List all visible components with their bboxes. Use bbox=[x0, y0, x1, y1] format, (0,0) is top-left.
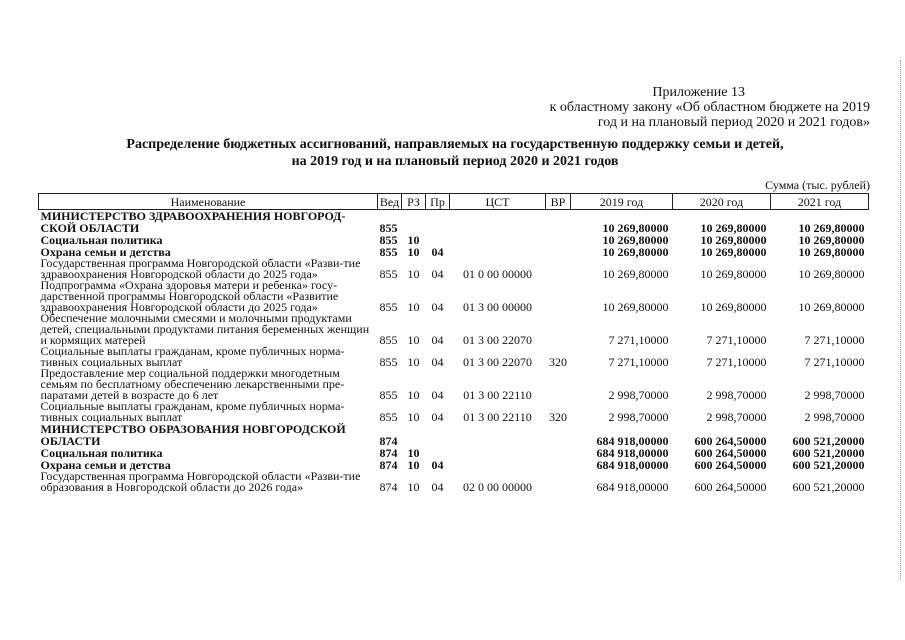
row-ved: 855 bbox=[379, 388, 398, 402]
row-name: Социальная политика bbox=[40, 446, 163, 460]
document-title bbox=[40, 136, 870, 170]
col-header-vr: ВР bbox=[546, 194, 571, 210]
row-2021: 10 269,80000 bbox=[798, 267, 865, 281]
row-rz: 10 bbox=[407, 245, 420, 259]
row-rz bbox=[402, 423, 426, 447]
row-cst bbox=[450, 459, 546, 471]
row-2020: 600 264,50000 bbox=[694, 434, 767, 448]
row-2019: 10 269,80000 bbox=[602, 245, 669, 259]
row-name: Социальная политика bbox=[40, 233, 163, 247]
units-label: Сумма (тыс. рублей) bbox=[765, 178, 870, 192]
row-name: Охрана семьи и детства bbox=[40, 245, 171, 259]
col-header-cst: ЦСТ bbox=[450, 194, 546, 210]
row-2020: 600 264,50000 bbox=[694, 446, 767, 460]
row-2020: 7 271,10000 bbox=[706, 355, 767, 369]
title-line-2: на 2019 год и на плановый период 2020 и 2021 годов bbox=[291, 154, 619, 169]
row-cst bbox=[450, 423, 546, 447]
scan-edge-line bbox=[898, 60, 901, 580]
row-rz: 10 bbox=[407, 446, 420, 460]
row-cst: 01 3 00 22110 bbox=[463, 388, 532, 402]
row-2021: 10 269,80000 bbox=[798, 245, 865, 259]
row-2020: 2 998,70000 bbox=[706, 410, 767, 424]
row-rz: 10 bbox=[407, 388, 420, 402]
row-2019: 2 998,70000 bbox=[608, 410, 669, 424]
row-name: Государственная программа Новгородской области «Разви-тие образования в Новгородской области до 2026 года» bbox=[40, 469, 361, 494]
row-2020: 600 264,50000 bbox=[694, 480, 767, 494]
row-ved: 874 bbox=[379, 480, 398, 494]
row-rz: 10 bbox=[407, 300, 420, 314]
table-row bbox=[39, 346, 869, 368]
table-row bbox=[39, 210, 869, 235]
row-cst bbox=[450, 447, 546, 459]
row-rz: 10 bbox=[407, 480, 420, 494]
row-vr bbox=[546, 258, 571, 280]
appendix-note bbox=[430, 85, 870, 130]
row-2019: 10 269,80000 bbox=[602, 233, 669, 247]
row-ved: 855 bbox=[379, 410, 398, 424]
row-2020: 10 269,80000 bbox=[700, 245, 767, 259]
row-pr bbox=[426, 423, 450, 447]
appendix-number: Приложение 13 bbox=[652, 85, 745, 100]
row-ved: 874 bbox=[379, 446, 398, 460]
row-vr bbox=[546, 234, 571, 246]
row-ved: 855 bbox=[379, 233, 398, 247]
row-name: Предоставление мер социальной поддержки многодетным семьям по бесплатному обеспечению лекарственными пре-паратами детей в возрасте до 6 лет bbox=[40, 366, 345, 402]
row-2019: 7 271,10000 bbox=[608, 355, 669, 369]
row-2020: 10 269,80000 bbox=[700, 267, 767, 281]
row-2020: 7 271,10000 bbox=[706, 333, 767, 347]
row-pr: 04 bbox=[431, 388, 444, 402]
row-pr: 04 bbox=[431, 480, 444, 494]
row-2021: 600 521,20000 bbox=[792, 434, 865, 448]
row-rz: 10 bbox=[407, 267, 420, 281]
row-name: Охрана семьи и детства bbox=[40, 458, 171, 472]
row-name: Социальные выплаты гражданам, кроме публичных норма-тивных социальных выплат bbox=[40, 399, 345, 424]
title-line-1: Распределение бюджетных ассигнований, направляемых на государственную поддержку семьи и детей, bbox=[126, 137, 784, 152]
row-2021: 7 271,10000 bbox=[804, 333, 865, 347]
row-2020: 10 269,80000 bbox=[700, 233, 767, 247]
table-row bbox=[39, 423, 869, 447]
row-ved: 855 bbox=[379, 355, 398, 369]
row-cst: 01 3 00 22110 bbox=[463, 410, 532, 424]
row-2021: 10 269,80000 bbox=[798, 300, 865, 314]
row-vr bbox=[546, 210, 571, 235]
row-name: Социальные выплаты гражданам, кроме публичных норма-тивных социальных выплат bbox=[40, 344, 345, 369]
row-rz: 10 bbox=[407, 458, 420, 472]
row-vr bbox=[546, 280, 571, 313]
row-2020: 10 269,80000 bbox=[700, 300, 767, 314]
col-header-name: Наименование bbox=[39, 194, 378, 210]
row-2020: 10 269,80000 bbox=[700, 221, 767, 235]
col-header-2021: 2021 год bbox=[771, 194, 869, 210]
row-cst: 01 3 00 22070 bbox=[463, 333, 532, 347]
row-2021: 10 269,80000 bbox=[798, 221, 865, 235]
row-ved: 855 bbox=[379, 245, 398, 259]
col-header-rz: РЗ bbox=[402, 194, 426, 210]
table-row bbox=[39, 313, 869, 346]
table-row bbox=[39, 280, 869, 313]
row-2021: 7 271,10000 bbox=[804, 355, 865, 369]
row-2019: 10 269,80000 bbox=[602, 267, 669, 281]
row-2019: 7 271,10000 bbox=[608, 333, 669, 347]
row-rz: 10 bbox=[407, 233, 420, 247]
row-vr bbox=[546, 423, 571, 447]
col-header-2019: 2019 год bbox=[571, 194, 673, 210]
row-rz: 10 bbox=[407, 333, 420, 347]
row-name: МИНИСТЕРСТВО ОБРАЗОВАНИЯ НОВГОРОДСКОЙ ОБЛАСТИ bbox=[40, 422, 346, 448]
row-2021: 2 998,70000 bbox=[804, 388, 865, 402]
row-rz: 10 bbox=[407, 355, 420, 369]
row-rz bbox=[402, 210, 426, 235]
row-cst bbox=[450, 234, 546, 246]
row-cst bbox=[450, 210, 546, 235]
row-vr: 320 bbox=[549, 410, 567, 424]
row-2019: 10 269,80000 bbox=[602, 300, 669, 314]
table-row bbox=[39, 471, 869, 493]
row-pr: 04 bbox=[431, 300, 444, 314]
row-pr: 04 bbox=[431, 333, 444, 347]
table-row bbox=[39, 401, 869, 423]
appendix-law-line2: год и на плановый период 2020 и 2021 годов» bbox=[597, 115, 870, 130]
row-ved: 855 bbox=[379, 333, 398, 347]
row-ved: 874 bbox=[379, 458, 398, 472]
col-header-2020: 2020 год bbox=[673, 194, 771, 210]
row-ved: 855 bbox=[379, 221, 398, 235]
row-ved: 874 bbox=[379, 434, 398, 448]
row-vr bbox=[546, 368, 571, 401]
row-name: МИНИСТЕРСТВО ЗДРАВООХРАНЕНИЯ НОВГОРОД-СКОЙ ОБЛАСТИ bbox=[40, 209, 346, 235]
row-cst: 01 3 00 22070 bbox=[463, 355, 532, 369]
row-2019: 2 998,70000 bbox=[608, 388, 669, 402]
row-pr: 04 bbox=[431, 355, 444, 369]
row-vr bbox=[546, 313, 571, 346]
row-pr: 04 bbox=[431, 245, 444, 259]
row-pr: 04 bbox=[431, 267, 444, 281]
row-2021: 10 269,80000 bbox=[798, 233, 865, 247]
row-ved: 855 bbox=[379, 267, 398, 281]
row-name: Государственная программа Новгородской области «Разви-тие здравоохранения Новгородской области до 2025 года» bbox=[40, 256, 361, 281]
table-row bbox=[39, 258, 869, 280]
row-cst: 02 0 00 00000 bbox=[463, 480, 532, 494]
row-cst bbox=[450, 246, 546, 258]
row-2019: 684 918,00000 bbox=[596, 446, 669, 460]
row-2019: 684 918,00000 bbox=[596, 480, 669, 494]
row-vr bbox=[546, 246, 571, 258]
row-name: Подпрограмма «Охрана здоровья матери и ребенка» госу-дарственной программы Новгородской области «Развитие здравоохранения Новгородской области до 2025 года» bbox=[40, 278, 339, 314]
row-rz: 10 bbox=[407, 410, 420, 424]
row-cst: 01 3 00 00000 bbox=[463, 300, 532, 314]
row-2019: 684 918,00000 bbox=[596, 458, 669, 472]
row-vr bbox=[546, 471, 571, 493]
table-row bbox=[39, 368, 869, 401]
row-2021: 2 998,70000 bbox=[804, 410, 865, 424]
row-pr bbox=[426, 210, 450, 235]
row-2019: 10 269,80000 bbox=[602, 221, 669, 235]
row-vr bbox=[546, 459, 571, 471]
row-2021: 600 521,20000 bbox=[792, 446, 865, 460]
col-header-pr: Пр bbox=[426, 194, 450, 210]
row-vr: 320 bbox=[549, 355, 567, 369]
row-vr bbox=[546, 447, 571, 459]
row-2020: 2 998,70000 bbox=[706, 388, 767, 402]
row-ved: 855 bbox=[379, 300, 398, 314]
row-pr: 04 bbox=[431, 458, 444, 472]
row-name: Обеспечение молочными смесями и молочными продуктами детей, специальными продуктами питания беременных женщин и кормящих матерей bbox=[40, 311, 370, 347]
row-cst: 01 0 00 00000 bbox=[463, 267, 532, 281]
row-2019: 684 918,00000 bbox=[596, 434, 669, 448]
row-2021: 600 521,20000 bbox=[792, 458, 865, 472]
row-2021: 600 521,20000 bbox=[792, 480, 865, 494]
row-pr: 04 bbox=[431, 410, 444, 424]
appendix-law-line1: к областному закону «Об областном бюджете на 2019 bbox=[549, 100, 870, 115]
budget-table bbox=[38, 193, 869, 493]
row-2020: 600 264,50000 bbox=[694, 458, 767, 472]
col-header-ved: Вед bbox=[378, 194, 402, 210]
table-header-row bbox=[39, 194, 869, 210]
